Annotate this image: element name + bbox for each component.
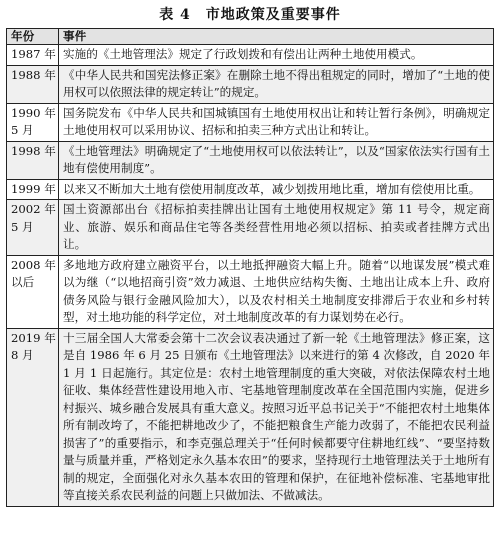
event-cell: 《中华人民共和国宪法修正案》在删除土地不得出租规定的同时，增加了“土地的使用权可以依照法律的规定转让”的规定。 <box>59 65 494 103</box>
table-row <box>7 179 494 200</box>
year-cell: 1999 年 <box>7 179 59 200</box>
event-cell: 《土地管理法》明确规定了“土地使用权可以依法转让”，以及“国家依法实行国有土地有偿使用制度”。 <box>59 141 494 179</box>
year-cell: 1998 年 <box>7 141 59 179</box>
year-cell: 1987 年 <box>7 45 59 66</box>
header-year: 年份 <box>7 29 59 45</box>
table-row <box>7 141 494 179</box>
event-cell: 国土资源部出台《招标拍卖挂牌出让国有土地使用权规定》第 11 号令，规定商业、旅游、娱乐和商品住宅等各类经营性用地必须以招标、拍卖或者挂牌方式出让。 <box>59 200 494 256</box>
table-header-row <box>7 29 494 45</box>
table-row <box>7 65 494 103</box>
year-cell: 1988 年 <box>7 65 59 103</box>
table-title: 表 4 市地政策及重要事件 <box>159 7 341 23</box>
year-cell: 1990 年 5 月 <box>7 103 59 141</box>
header-event: 事件 <box>59 29 494 45</box>
table-row <box>7 255 494 328</box>
table-row <box>7 200 494 256</box>
event-cell: 以来又不断加大土地有偿使用制度改革，减少划拨用地比重，增加有偿使用比重。 <box>59 179 494 200</box>
year-cell: 2019 年 8 月 <box>7 328 59 506</box>
event-cell: 国务院发布《中华人民共和国城镇国有土地使用权出让和转让暂行条例》，明确规定土地使用权可以采用协议、招标和拍卖三种方式出让和转让。 <box>59 103 494 141</box>
table-row <box>7 103 494 141</box>
table-row <box>7 328 494 506</box>
policy-events-table <box>6 28 494 507</box>
event-cell: 实施的《土地管理法》规定了行政划拨和有偿出让两种土地使用模式。 <box>59 45 494 66</box>
table-row <box>7 45 494 66</box>
event-cell: 十三届全国人大常委会第十二次会议表决通过了新一轮《土地管理法》修正案，这是自 1986 年 6 月 25 日颁布《土地管理法》以来进行的第 4 次修改，自 2020 年 1 月 1 日起施行。其定位是：农村土地管理制度的重大突破，对依法保障农村土地征收、集体经营性建设用地入市、宅基地管理制度改革在全国范围内实施，促进乡村振兴、城乡融合发展具有重大意义。按照习近平总书记关于“不能把农村土地集体所有制改垮了，不能把耕地改少了，不能把粮食生产能力改弱了，不能把农民利益损害了”的重要指示，和李克强总理关于“任何时候都要守住耕地红线”、“要坚持数量与质量并重，严格划定永久基本农田”的要求，坚持现行土地管理法关于土地所有制的规定，全面强化对永久基本农田的管理和保护，在征地补偿标准、宅基地审批等直接关系农民利益的问题上只做加法、不做减法。 <box>59 328 494 506</box>
year-cell: 2002 年 5 月 <box>7 200 59 256</box>
event-cell: 多地地方政府建立融资平台，以土地抵押融资大幅上升。随着“以地谋发展”模式难以为继（“以地招商引资”效力减退、土地供应结构失衡、土地出让成本上升、政府债务风险与银行金融风险加大），以及农村相关土地制度安排滞后于农业和乡村转型，对土地功能的科学定位，对土地制度改革的有力谋划势在必行。 <box>59 255 494 328</box>
year-cell: 2008 年以后 <box>7 255 59 328</box>
